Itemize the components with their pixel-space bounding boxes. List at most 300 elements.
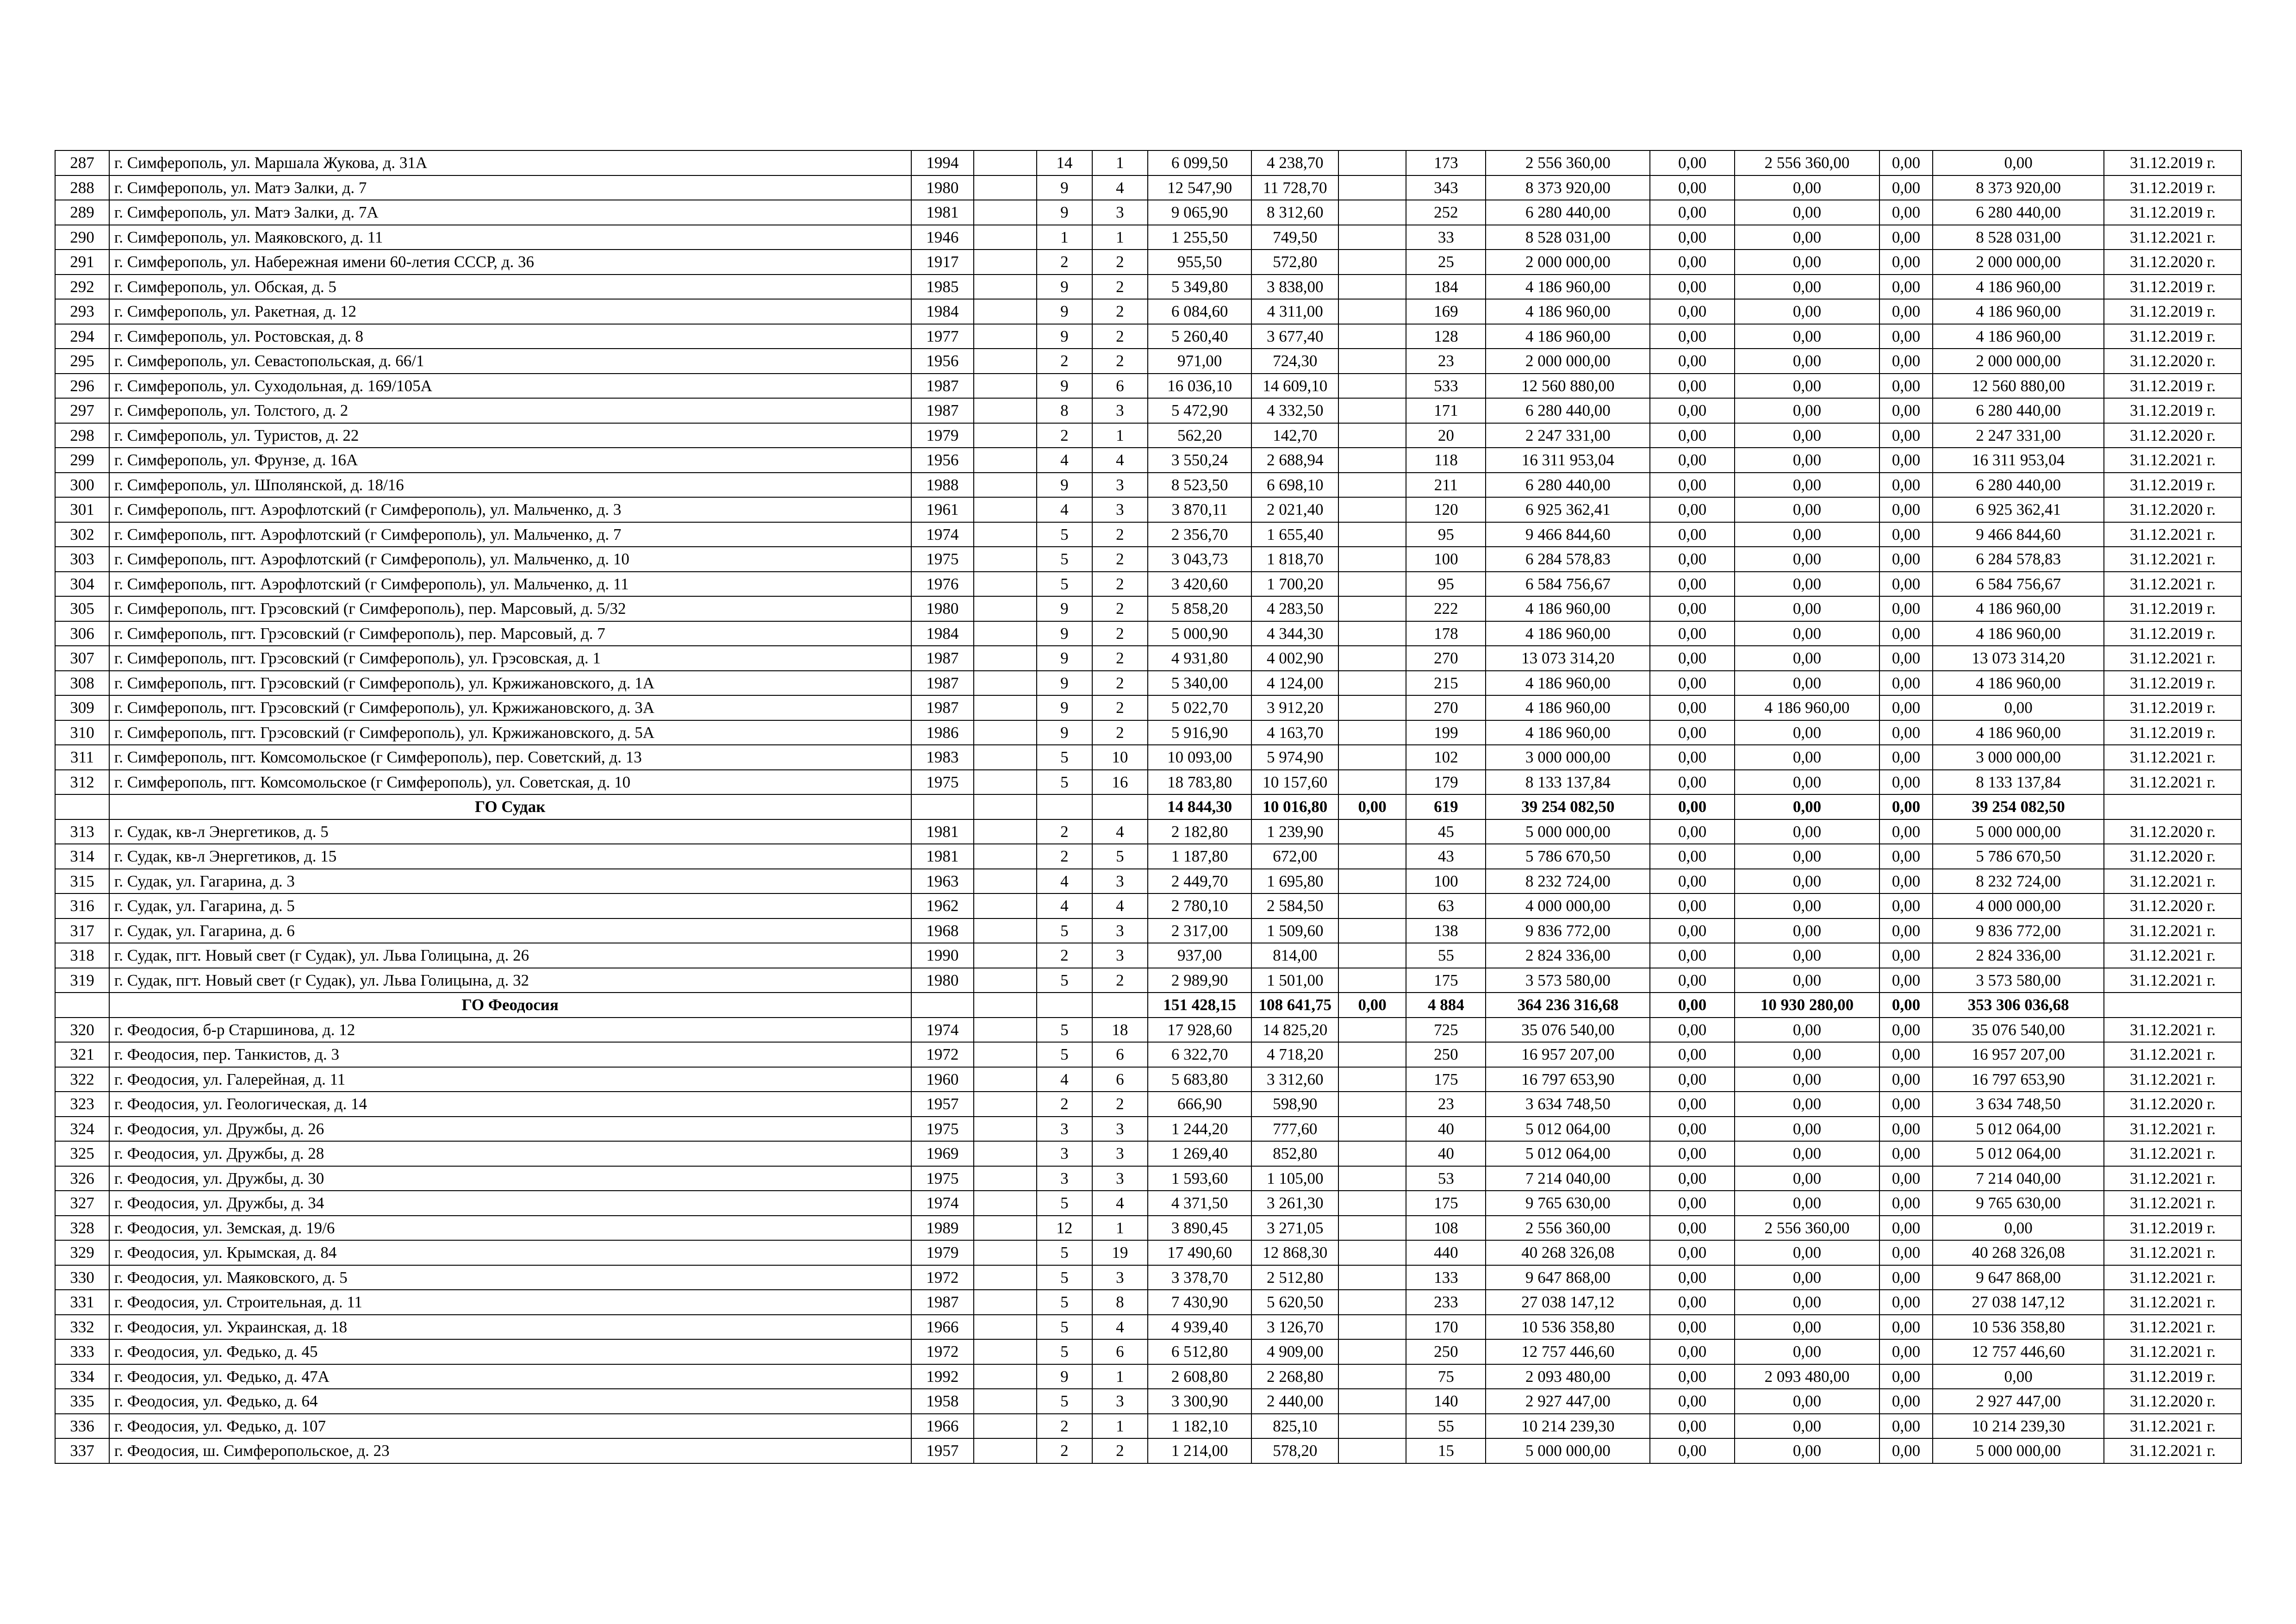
table-cell: 2 093 480,00	[1486, 1364, 1650, 1389]
table-cell	[974, 1438, 1037, 1463]
table-cell: 4 931,80	[1148, 646, 1251, 671]
table-cell: 9 647 868,00	[1486, 1265, 1650, 1290]
table-cell: 1960	[911, 1067, 974, 1092]
table-row	[55, 770, 2241, 795]
table-cell: 0,00	[1735, 374, 1879, 399]
table-cell: 0,00	[1735, 621, 1879, 646]
table-cell: 304	[55, 572, 109, 597]
table-row	[55, 646, 2241, 671]
table-row	[55, 1438, 2241, 1463]
table-cell: 562,20	[1148, 423, 1251, 448]
table-cell: 3 573 580,00	[1486, 968, 1650, 993]
table-cell: 6 099,50	[1148, 150, 1251, 175]
table-cell: 142,70	[1251, 423, 1338, 448]
table-cell: 0,00	[1879, 1042, 1933, 1067]
table-cell: 0,00	[1879, 1216, 1933, 1241]
table-cell	[974, 299, 1037, 324]
table-cell: 2 608,80	[1148, 1364, 1251, 1389]
table-cell: 3 000 000,00	[1486, 745, 1650, 770]
table-cell: 8 373 920,00	[1933, 175, 2104, 200]
table-cell: ГО Судак	[109, 794, 911, 819]
table-cell: 725	[1406, 1018, 1486, 1043]
table-cell: 3	[1092, 943, 1148, 968]
table-row	[55, 621, 2241, 646]
table-cell: 1958	[911, 1389, 974, 1414]
table-cell: 0,00	[1879, 1067, 1933, 1092]
table-cell: 1979	[911, 1240, 974, 1265]
table-cell: 1975	[911, 547, 974, 572]
table-cell: 2	[1092, 250, 1148, 275]
table-cell: 1987	[911, 695, 974, 720]
table-cell	[1338, 275, 1406, 300]
table-cell	[974, 324, 1037, 349]
table-cell: 5	[1037, 1265, 1092, 1290]
table-cell: 100	[1406, 869, 1486, 894]
table-cell: 5 683,80	[1148, 1067, 1251, 1092]
table-cell: г. Феодосия, ул. Украинская, д. 18	[109, 1315, 911, 1340]
table-cell: 0,00	[1650, 398, 1735, 423]
table-row	[55, 275, 2241, 300]
table-cell: 9 836 772,00	[1486, 918, 1650, 943]
table-cell: 0,00	[1735, 200, 1879, 225]
table-cell: 0,00	[1879, 1339, 1933, 1364]
table-row	[55, 1389, 2241, 1414]
table-cell: г. Судак, кв-л Энергетиков, д. 15	[109, 844, 911, 869]
table-cell: 5 000 000,00	[1933, 1438, 2104, 1463]
table-cell: 2 556 360,00	[1735, 150, 1879, 175]
table-cell: 321	[55, 1042, 109, 1067]
table-cell: 598,90	[1251, 1092, 1338, 1117]
table-cell: 619	[1406, 794, 1486, 819]
table-cell	[1338, 324, 1406, 349]
table-row	[55, 1042, 2241, 1067]
table-cell: 31.12.2019 г.	[2104, 275, 2241, 300]
table-cell: 0,00	[1879, 695, 1933, 720]
table-cell: 327	[55, 1191, 109, 1216]
table-cell: 4 909,00	[1251, 1339, 1338, 1364]
table-cell: 3	[1092, 869, 1148, 894]
table-cell	[974, 1166, 1037, 1191]
table-cell: г. Симферополь, ул. Обская, д. 5	[109, 275, 911, 300]
table-cell: г. Симферополь, ул. Ростовская, д. 8	[109, 324, 911, 349]
table-cell: 323	[55, 1092, 109, 1117]
table-cell: 31.12.2021 г.	[2104, 1265, 2241, 1290]
table-cell: 0,00	[1650, 250, 1735, 275]
table-cell: 0,00	[1735, 1389, 1879, 1414]
table-cell: 140	[1406, 1389, 1486, 1414]
table-cell: 175	[1406, 968, 1486, 993]
table-cell: 199	[1406, 720, 1486, 745]
table-cell: 4 311,00	[1251, 299, 1338, 324]
table-cell	[1338, 1389, 1406, 1414]
table-cell: 133	[1406, 1265, 1486, 1290]
table-cell	[974, 869, 1037, 894]
table-cell: г. Симферополь, пгт. Грэсовский (г Симферополь), пер. Марсовый, д. 7	[109, 621, 911, 646]
table-cell: 102	[1406, 745, 1486, 770]
table-cell: г. Симферополь, ул. Шполянской, д. 18/16	[109, 473, 911, 498]
table-cell: 6 584 756,67	[1486, 572, 1650, 597]
table-cell: 1917	[911, 250, 974, 275]
table-cell: 2 247 331,00	[1486, 423, 1650, 448]
table-row	[55, 695, 2241, 720]
table-cell: 955,50	[1148, 250, 1251, 275]
table-cell: 3 912,20	[1251, 695, 1338, 720]
table-cell: 1972	[911, 1265, 974, 1290]
table-cell	[974, 1117, 1037, 1142]
table-cell: 1957	[911, 1092, 974, 1117]
table-cell: г. Феодосия, ул. Земская, д. 19/6	[109, 1216, 911, 1241]
table-cell	[1037, 993, 1092, 1018]
table-cell: 1984	[911, 299, 974, 324]
table-cell: 108 641,75	[1251, 993, 1338, 1018]
table-cell: 1969	[911, 1141, 974, 1166]
table-cell: 6 584 756,67	[1933, 572, 2104, 597]
table-cell: 9 065,90	[1148, 200, 1251, 225]
table-cell: 9 466 844,60	[1933, 522, 2104, 547]
table-cell: 1 239,90	[1251, 819, 1338, 844]
table-cell	[55, 993, 109, 1018]
table-cell: 16 311 953,04	[1933, 448, 2104, 473]
table-cell	[974, 1315, 1037, 1340]
table-cell: 5 012 064,00	[1486, 1117, 1650, 1142]
table-cell	[55, 794, 109, 819]
table-cell: 2 268,80	[1251, 1364, 1338, 1389]
table-cell: 0,00	[1735, 1339, 1879, 1364]
table-cell: 672,00	[1251, 844, 1338, 869]
table-cell: 313	[55, 819, 109, 844]
table-cell	[974, 1067, 1037, 1092]
table-cell: 440	[1406, 1240, 1486, 1265]
table-cell: 0,00	[1735, 250, 1879, 275]
table-cell: 5 974,90	[1251, 745, 1338, 770]
table-cell: 1994	[911, 150, 974, 175]
table-cell	[974, 200, 1037, 225]
table-cell: ГО Феодосия	[109, 993, 911, 1018]
table-cell: 0,00	[1735, 1290, 1879, 1315]
table-cell: 0,00	[1650, 1389, 1735, 1414]
table-cell: 5 349,80	[1148, 275, 1251, 300]
table-cell: 31.12.2021 г.	[2104, 1141, 2241, 1166]
table-cell: 301	[55, 497, 109, 522]
table-cell: 4 186 960,00	[1933, 299, 2104, 324]
table-cell: г. Феодосия, ш. Симферопольское, д. 23	[109, 1438, 911, 1463]
table-cell	[1338, 1117, 1406, 1142]
table-row	[55, 1067, 2241, 1092]
table-cell: г. Симферополь, ул. Матэ Залки, д. 7А	[109, 200, 911, 225]
table-cell: 4	[1092, 819, 1148, 844]
table-cell: 27 038 147,12	[1486, 1290, 1650, 1315]
table-cell: 300	[55, 473, 109, 498]
table-row	[55, 596, 2241, 621]
table-cell: 6 280 440,00	[1933, 398, 2104, 423]
table-cell: 297	[55, 398, 109, 423]
table-cell: 4 186 960,00	[1933, 275, 2104, 300]
table-cell: 0,00	[1879, 1364, 1933, 1389]
table-cell: 1	[1092, 150, 1148, 175]
table-cell: 40	[1406, 1117, 1486, 1142]
table-row	[55, 522, 2241, 547]
table-cell: г. Феодосия, ул. Федько, д. 64	[109, 1389, 911, 1414]
table-cell: 299	[55, 448, 109, 473]
table-cell: 1974	[911, 522, 974, 547]
table-cell: 0,00	[1879, 1389, 1933, 1414]
table-cell: 0,00	[1879, 250, 1933, 275]
table-cell: 31.12.2019 г.	[2104, 671, 2241, 696]
table-cell: 1 818,70	[1251, 547, 1338, 572]
table-cell: 333	[55, 1339, 109, 1364]
table-cell	[974, 1265, 1037, 1290]
table-cell: 9	[1037, 621, 1092, 646]
table-cell: 2	[1092, 349, 1148, 374]
table-cell	[1338, 572, 1406, 597]
table-cell: 0,00	[1650, 1364, 1735, 1389]
table-row	[55, 1141, 2241, 1166]
table-cell: 0,00	[1879, 225, 1933, 250]
table-cell: 0,00	[1735, 770, 1879, 795]
table-cell: 2 556 360,00	[1486, 150, 1650, 175]
table-cell: 330	[55, 1265, 109, 1290]
table-cell: 308	[55, 671, 109, 696]
table-cell: 9	[1037, 1364, 1092, 1389]
table-cell: 1992	[911, 1364, 974, 1389]
table-cell: 5	[1037, 1042, 1092, 1067]
table-cell: 0,00	[1650, 893, 1735, 918]
table-row	[55, 745, 2241, 770]
table-cell	[1338, 646, 1406, 671]
table-cell: г. Симферополь, ул. Толстого, д. 2	[109, 398, 911, 423]
table-cell: 2 584,50	[1251, 893, 1338, 918]
table-cell	[974, 893, 1037, 918]
table-row	[55, 1364, 2241, 1389]
table-cell: 14	[1037, 150, 1092, 175]
table-cell: 4 124,00	[1251, 671, 1338, 696]
table-cell: 6 698,10	[1251, 473, 1338, 498]
table-cell	[974, 1092, 1037, 1117]
table-cell: 1962	[911, 893, 974, 918]
table-cell: 292	[55, 275, 109, 300]
table-cell: 1975	[911, 1117, 974, 1142]
table-cell: 55	[1406, 1414, 1486, 1439]
table-cell	[1338, 448, 1406, 473]
table-row	[55, 1339, 2241, 1364]
table-cell: 2	[1092, 720, 1148, 745]
table-cell: 39 254 082,50	[1486, 794, 1650, 819]
table-cell: 31.12.2019 г.	[2104, 150, 2241, 175]
table-cell: 23	[1406, 1092, 1486, 1117]
table-cell: 0,00	[1735, 275, 1879, 300]
table-cell: 0,00	[1879, 497, 1933, 522]
table-cell: 0,00	[1650, 720, 1735, 745]
table-cell: 35 076 540,00	[1933, 1018, 2104, 1043]
table-cell: г. Судак, ул. Гагарина, д. 3	[109, 869, 911, 894]
table-cell	[1338, 398, 1406, 423]
table-cell: г. Феодосия, пер. Танкистов, д. 3	[109, 1042, 911, 1067]
table-cell: г. Феодосия, ул. Федько, д. 107	[109, 1414, 911, 1439]
table-cell: 1	[1092, 225, 1148, 250]
table-cell: 0,00	[1735, 1191, 1879, 1216]
table-cell	[1338, 547, 1406, 572]
table-cell: 5 012 064,00	[1933, 1117, 2104, 1142]
table-row	[55, 893, 2241, 918]
table-cell: 0,00	[1650, 1290, 1735, 1315]
table-cell: 4 000 000,00	[1486, 893, 1650, 918]
table-cell: 0,00	[1933, 150, 2104, 175]
table-cell	[1338, 1166, 1406, 1191]
table-cell: 0,00	[1650, 770, 1735, 795]
table-cell: 1981	[911, 844, 974, 869]
table-cell: 31.12.2021 г.	[2104, 1315, 2241, 1340]
table-cell: 5 012 064,00	[1933, 1141, 2104, 1166]
table-cell: 1 593,60	[1148, 1166, 1251, 1191]
table-cell: 1 509,60	[1251, 918, 1338, 943]
table-cell: 2 824 336,00	[1933, 943, 2104, 968]
table-cell: 31.12.2019 г.	[2104, 695, 2241, 720]
table-cell: 0,00	[1879, 1092, 1933, 1117]
table-cell: 12 757 446,60	[1486, 1339, 1650, 1364]
table-cell	[1338, 299, 1406, 324]
table-cell: 9 466 844,60	[1486, 522, 1650, 547]
table-cell: 1987	[911, 1290, 974, 1315]
table-cell: 0,00	[1879, 621, 1933, 646]
table-cell: 3	[1092, 1166, 1148, 1191]
table-cell: 1961	[911, 497, 974, 522]
table-cell	[974, 572, 1037, 597]
table-cell: 4 002,90	[1251, 646, 1338, 671]
table-cell: 0,00	[1879, 1191, 1933, 1216]
table-cell	[1338, 1042, 1406, 1067]
table-cell: 0,00	[1650, 1018, 1735, 1043]
table-cell: 31.12.2021 г.	[2104, 1414, 2241, 1439]
table-cell: 2	[1092, 695, 1148, 720]
table-cell: 1966	[911, 1414, 974, 1439]
table-row	[55, 819, 2241, 844]
table-cell: 31.12.2021 г.	[2104, 646, 2241, 671]
table-cell: 0,00	[1650, 175, 1735, 200]
table-cell: 1979	[911, 423, 974, 448]
table-cell: 31.12.2021 г.	[2104, 745, 2241, 770]
table-cell	[974, 1414, 1037, 1439]
table-cell	[1338, 770, 1406, 795]
table-cell: 0,00	[1735, 646, 1879, 671]
table-cell: 5	[1037, 547, 1092, 572]
table-cell: 1980	[911, 596, 974, 621]
table-cell: 749,50	[1251, 225, 1338, 250]
table-cell: 9	[1037, 175, 1092, 200]
table-cell: 173	[1406, 150, 1486, 175]
table-cell	[974, 349, 1037, 374]
table-cell: 31.12.2021 г.	[2104, 1117, 2241, 1142]
table-cell: 16 957 207,00	[1486, 1042, 1650, 1067]
table-cell: 2	[1092, 968, 1148, 993]
table-cell: 2 182,80	[1148, 819, 1251, 844]
table-cell: 0,00	[1735, 819, 1879, 844]
table-cell: 4	[1037, 448, 1092, 473]
table-cell: 2 356,70	[1148, 522, 1251, 547]
table-cell: 0,00	[1735, 968, 1879, 993]
table-cell: 5	[1037, 918, 1092, 943]
table-cell: 2 556 360,00	[1486, 1216, 1650, 1241]
table-cell: 0,00	[1650, 497, 1735, 522]
table-cell: 4 718,20	[1251, 1042, 1338, 1067]
table-cell: 31.12.2019 г.	[2104, 324, 2241, 349]
table-cell: г. Феодосия, ул. Галерейная, д. 11	[109, 1067, 911, 1092]
table-cell: 5	[1037, 770, 1092, 795]
table-cell: 178	[1406, 621, 1486, 646]
table-cell	[911, 993, 974, 1018]
table-cell: 31.12.2021 г.	[2104, 943, 2241, 968]
table-cell: 0,00	[1879, 324, 1933, 349]
table-cell: 0,00	[1735, 1315, 1879, 1340]
table-cell: г. Симферополь, пгт. Комсомольское (г Симферополь), ул. Советская, д. 10	[109, 770, 911, 795]
table-cell: 2	[1037, 250, 1092, 275]
table-cell: 0,00	[1650, 1067, 1735, 1092]
table-cell: 5	[1037, 1389, 1092, 1414]
table-cell	[1338, 596, 1406, 621]
table-cell: 0,00	[1879, 968, 1933, 993]
table-cell: 311	[55, 745, 109, 770]
table-cell: 8 373 920,00	[1486, 175, 1650, 200]
table-cell: 10 536 358,80	[1933, 1315, 2104, 1340]
table-cell: г. Судак, пгт. Новый свет (г Судак), ул. Льва Голицына, д. 26	[109, 943, 911, 968]
table-cell: г. Феодосия, ул. Геологическая, д. 14	[109, 1092, 911, 1117]
table-cell: 3 838,00	[1251, 275, 1338, 300]
table-cell: г. Симферополь, ул. Фрунзе, д. 16А	[109, 448, 911, 473]
table-cell	[1338, 1339, 1406, 1364]
table-cell: 2 247 331,00	[1933, 423, 2104, 448]
table-cell: 4 939,40	[1148, 1315, 1251, 1340]
table-cell	[1092, 993, 1148, 1018]
table-cell: 4 371,50	[1148, 1191, 1251, 1216]
table-cell: 31.12.2020 г.	[2104, 819, 2241, 844]
table-cell: 31.12.2019 г.	[2104, 1364, 2241, 1389]
table-cell: 118	[1406, 448, 1486, 473]
table-cell: 0,00	[1735, 473, 1879, 498]
table-cell: 2 317,00	[1148, 918, 1251, 943]
table-cell: 0,00	[1338, 794, 1406, 819]
table-cell: 5	[1092, 844, 1148, 869]
table-cell: 0,00	[1735, 596, 1879, 621]
table-cell	[974, 993, 1037, 1018]
table-cell: 324	[55, 1117, 109, 1142]
table-cell: 325	[55, 1141, 109, 1166]
table-cell: 4 884	[1406, 993, 1486, 1018]
table-cell: 0,00	[1650, 299, 1735, 324]
table-cell: 0,00	[1735, 1265, 1879, 1290]
table-cell: г. Судак, ул. Гагарина, д. 6	[109, 918, 911, 943]
table-cell: 2	[1092, 1092, 1148, 1117]
table-cell: 5	[1037, 968, 1092, 993]
table-cell: 3 870,11	[1148, 497, 1251, 522]
table-cell: 0,00	[1650, 745, 1735, 770]
table-cell: 317	[55, 918, 109, 943]
table-cell: 31.12.2021 г.	[2104, 1018, 2241, 1043]
table-cell: г. Симферополь, пгт. Грэсовский (г Симферополь), пер. Марсовый, д. 5/32	[109, 596, 911, 621]
table-cell: 0,00	[1735, 1067, 1879, 1092]
table-cell: 31.12.2019 г.	[2104, 200, 2241, 225]
table-cell: 31.12.2020 г.	[2104, 497, 2241, 522]
table-cell: 0,00	[1735, 349, 1879, 374]
table-cell: 108	[1406, 1216, 1486, 1241]
table-cell: 31.12.2020 г.	[2104, 844, 2241, 869]
table-cell: 295	[55, 349, 109, 374]
table-cell	[974, 596, 1037, 621]
table-cell: 777,60	[1251, 1117, 1338, 1142]
table-cell: 1987	[911, 646, 974, 671]
table-cell	[974, 374, 1037, 399]
table-cell: 5 472,90	[1148, 398, 1251, 423]
table-cell: 14 825,20	[1251, 1018, 1338, 1043]
table-cell	[1338, 175, 1406, 200]
